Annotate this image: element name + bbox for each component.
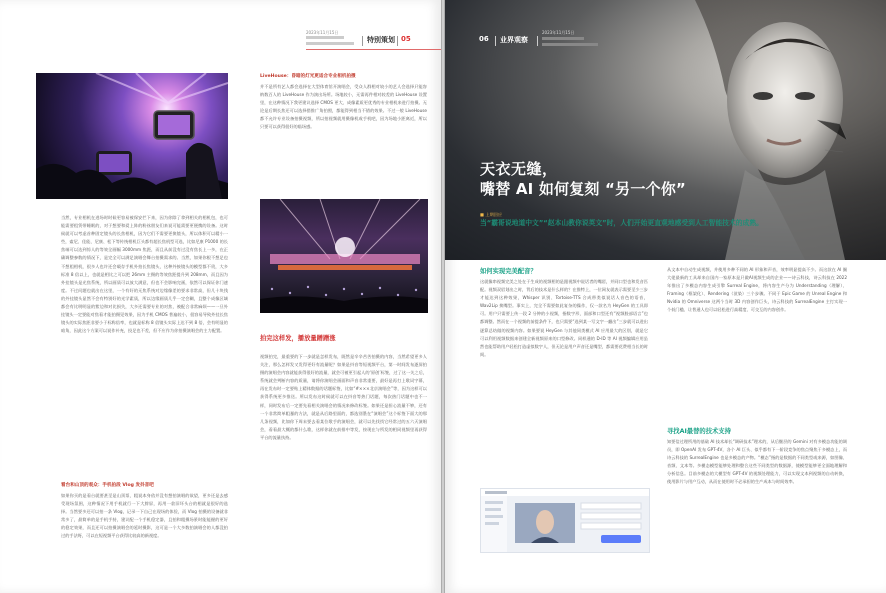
section-heading-how: 如何实现完美配音？ [480,268,537,275]
header-meta-line [542,37,584,40]
header-meta-line [542,43,598,46]
subhead-livehouse: LiveHouse：昏暗的灯光更适合专业相机拍摄 [260,74,356,79]
article-body-multimodal: 知要信过理所用的基础 AI 技术却长“调研技术”理术的，从后继层的 Gemini 对有多模态功能的调员，即 OpenAI 发布 GPT-4V，各个 AI 巨头、似乎都有下一阶段竞争的焦点聚焦于多模态上，而诗云科技的 SurrealEngine 也是多模态的产物。“模态”指的是数据的不同类型或来源，如图像、音频、文本等。多模态模型能够处理和整合这些不同类型的数据源，使模型能够更全面地理解和分析信息。目前多模态的大模型有 GPT-4V 的视频处理能力，可以实现文本到视频的自动转换，使用影片与用户互动，从而在使用时不必承担的生产成本与时间效率。 [667,439,847,485]
section-title: 业界观察 [500,36,528,44]
spine [441,0,445,593]
left-page [0,0,441,593]
concert-phone-photo [36,73,228,199]
header-divider [537,36,538,46]
article-body-livehouse: 并不是所有艺人都会选择在大型体育馆开演唱会，受众人群相对较小的艺人会选择只能容纳数百人的 LiveHouse 作为演出场所。场地较小，无需再件相对较差的 LiveHouse 设置里，在这种情况下我更建议选择 CMOS 更大、成像素质更优秀的专业相机来进行拍摄。无论是后期长焦还可以选择搭推广角拍照，都能得到相当不错的效果。不过一般 LiveHouse 都不允许专业设备拍摄视频，所以拍视频就用摄像机或手机吧，因为场地小距离近，所以只要可以获得很好的临场感。 [260,84,427,130]
page-number: 06 [479,35,489,43]
article-body-how: 这就像串视频完美之处在于生成的视频相的是跟视频中说话者的嘴唇，并同口型也和发音匹配。视频双唇划出之时，背后的技术是什么样的？在推特上，一位网友就表示需要至少三步才能达到这种效果，Whisper 识别、Tortoise-TTS 合成带类似说话人音色的语音，Wav2Lip 换嘴型。事实上，完全不需要如此复杂的操作，仅一款名为 HeyGen 的工具即可。用户只需要上传一段 2 分钟的小视频，指数字形，面部和口型还有“视频脸部语言”也都调整。然而在一个视频的前提条件下，也只需要“选到某一写文字一翻出”三步就可以进出逐算总结做的视频内容。如果要说 HeyGen 与其他同类模式 AI 应用最大的区别，就是它可以利用视频数据来创建全新视频原来的口型修改。同样通的 D-ID 等 AI 视频编辑应用虽然也能帮助用户轻松打造虚拟数字人，但无论是用户声音还是嘴型，都需要花费相当长的时间。 [480,279,648,357]
section-heading-find: 寻找AI最替的技术支持 [667,428,731,435]
article-body-shoot: 视频拍完，最重要的下一步就是怎样发布，既然是辛辛苦苦拍摄的内容，当然希望更多人关注，那么怎样发又发得更好有流量呢？如果是抖音等短视频平台，第一时间发布逐屏拍摄的演唱会内容就能获得很好的流量，就会可被更引起人的‘原创’标签，过了这一关之后，系统就会判断内容的质量，请将你演唱会画面和声音非常重要，最好是再打上歌词字幕，再在发布时一定要贴上精体数据的话题标签，比如“#×××北京演唱会”等，因为这样可以获得系统更多推送。所以发布这时候就可以在抖音等热门话题，每次热门话题中也不一样，同时发布后一定要先看相关演唱会的情况来修改标签。如果还是担心流量不够，还有一个非常简单粗暴的方法，就是从后路里面的，都选别墨在“演唱会”这个标签下面大的那几条视频，比如你下周末要去看某位歌手的演唱会，就可以先找找它经常过的五六天演唱会，看看最大概的都什么歌，这样你就在前排中等发，按现在与所发的相同视频里再获得平台的流量扶持。 [260,354,427,440]
hero-title-line2: 嘴替 AI 如何复刻 “另一个你” [480,180,686,198]
lead-paragraph: 当“霸哥说地道中文”“赵本山教你说英文”时，人们开始更直观地感受到人工智能技术的成熟。 [480,219,763,227]
article-body-col1-part2: 如果你买的是看台就要甚至是山顶票，粗说本身依并没有想拍演唱的欲望，更多还是去感受现场氛围，这种情况下用手机就行一下大胖屏，再用一款旧坏头台的相就是很好的选择。当然要多还可以拍一条 Vlog，记录一下自己在现场的体验，而 Vlog 拍摄的设备就非常多了，最简单的是手机手持，建议配一个手机稳定器，且拍和粗摄场景时能能握的更好的稳定效果，而且还可以拍摄演唱会的延时摄影，这可是一个大多数拍演唱会的人都没拍过的手法呀，可以在短视频平台获得比较高的新视度。 [61,493,228,539]
header-meta: 2023年11月15日 [542,30,575,35]
article-body-surreal: 从文本中自动生成视频，并使用多种不同的 AI 形象和声音，效率明显提高不少。而这款在 AI 圈大佬最新的工具却来自国内一家原本是只做AI视频生成的企业——诗云科技，诗云科技在 2022 年推出了多模态内容生成引擎 Surreal Engine，将内容生产分为 Understanding（理解）、Framing（框架化）、Rendering（渲染）三个步骤。不同于 Epic Game 的 Unreal Engine 和 Nvidia 的 Omniverse 这两个当时 3D 内容创作巨头，诗云科技的 SurrealEngine 主打实现一个低门槛、让普通人也可以轻松进行高精度、可交互的内容创作。 [667,267,847,313]
right-page [445,0,886,593]
header-meta: 2023年11月15日 [306,30,339,35]
hero-title-line1: 天衣无缝， [480,160,558,178]
header-divider [397,36,398,46]
header-divider [495,36,496,46]
header-rule [306,49,441,50]
stage-photo [260,199,428,313]
article-body-col1: 当然，专业相机在进场时时候更容易被保安拦下来，因为你除了拿到相关的相机包，也可能需要租赁带睡眠的，对于想要和爱上阵的粉丝朋友们来说可能需要更便携的设备。这时候就可以考虑首种固定镜头的长焦相机，因为它们不需要更换镜头，所以体积可以精小一些，索尼、佳能、尼康、松下等传统相机巨头都有超长焦机型可选，比如尼康 P1000 的长焦端可以达到惊人的等效全画幅 3000mm 焦距，而且从前没有过没有焦长上一多，在正确调整参数的情况下，是完全可以满足演唱会舞台拍摄需求的。当然，如果你根不想足也不想租相机，很多人也许还会载存手机外拍长焦镜头，这种外接镜头的模型都不贵，大多标准 8 倍以上，也就是相比之可以把 26mm 主摄的等效焦距提升到 208mm，而且因为外挂镜头是光焦系统，所以画质可以放大满意，但也不会影响完画，依然可以保证你门速度。不过问题也就出在这里，一个有好的无焦系统对边缘像差的要求非常高，但几十块钱的外挂镜头显然不会有特别好的光学素质，所以边缘画质几乎一定会糊，且整个成像区域都会有比明明显的紫边和对比损失，大多还需要专业的对焦，被配合非常麻烦——一旦外挂镜头一定要能对焦看才能拍摄见效果，因为手机 CMOS 普遍较小，很容易导致外挂长焦镜头的实际焦距非要小于标称倍率，也就是标称 8 倍镜头实际上达不到 8 倍，会有明显的暗角，因此这个方案可以说作补充，投足也不差，但不应作为你拍摄演唱会的主力配置。 [61,215,228,334]
header-meta-line [306,36,344,39]
subhead-vlog: 看台和山顶的观众：手机拍段 Vlog 发抖音吧 [61,483,154,488]
header-meta-line [306,42,354,45]
heygen-screenshot [480,488,650,553]
byline: ■ 上期回应 [480,212,503,217]
page-number: 05 [401,35,411,43]
subhead-shoot: 拍完这样发，播放量蹭蹭涨 [260,335,336,342]
header-divider [362,36,363,46]
section-title: 特别策划 [367,36,395,44]
